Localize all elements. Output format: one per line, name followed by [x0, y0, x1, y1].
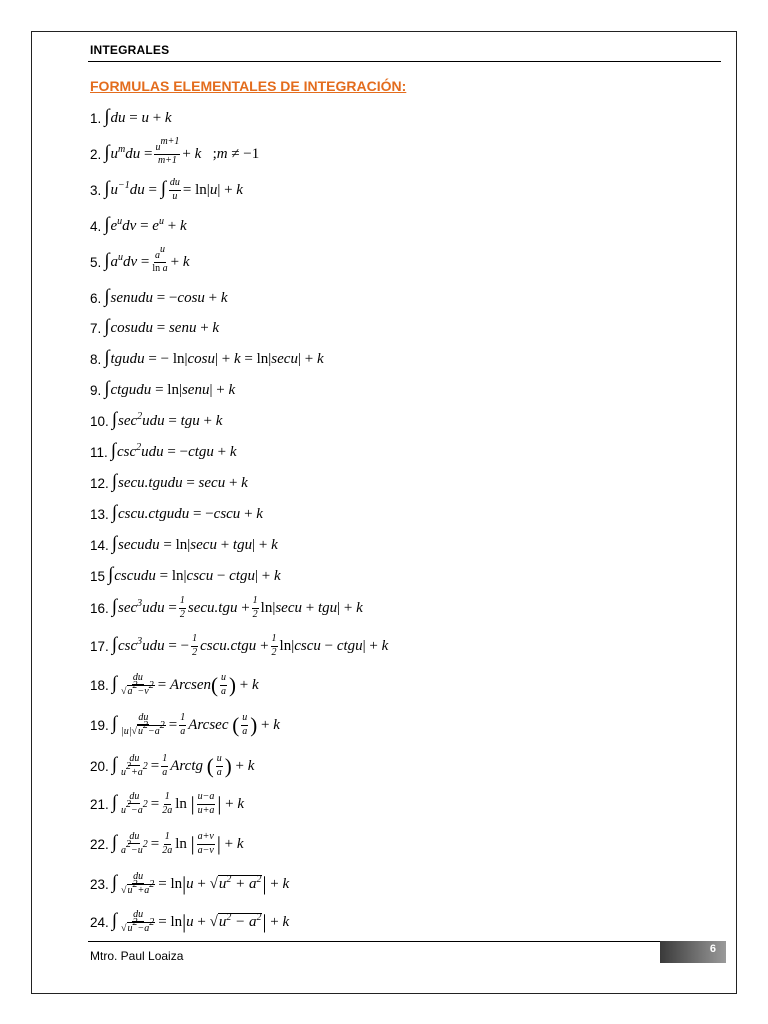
formula-number: 8.: [90, 351, 102, 367]
formula-12: 12. ∫ secu.tgudu = secu + k: [90, 471, 248, 492]
section-title: FORMULAS ELEMENTALES DE INTEGRACIÓN:: [90, 78, 407, 94]
formula-number: 16.: [90, 600, 109, 616]
formula-5: 5. ∫ $a^udv$ = $\frac{a^u}{\text{ln a}}$ + k: [90, 243, 190, 274]
footer-author: Mtro. Paul Loaiza: [90, 949, 184, 963]
footer-rule: [88, 941, 662, 942]
formula-number: 21.: [90, 796, 109, 812]
formula-24: 24. ∫ $\frac{du}{√u^2-a^2}$ = ln | u + √ $u^2 - a^2$ | + k: [90, 908, 290, 934]
formula-21: 21. ∫ $\frac{du}{u^2-a^2}$ = $\frac{1}{2a}$ ln | $\frac{u-a}{u+a}$ | + k: [90, 790, 245, 816]
formula-number: 6.: [90, 290, 102, 306]
formula-16: 16. ∫ $\sec^3udu$ = $\frac{1}{2}$ secu.tgu + $\frac{1}{2}$ ln| secu + tgu | + k: [90, 595, 363, 620]
formula-9: 9. ∫ ctgudu = ln| senu | + k: [90, 378, 236, 399]
formula-2: 2. ∫ $u^mdu$ = $\frac{u^{m+1}}{m+1}$ + k ; m ≠ −1: [90, 135, 260, 166]
formula-11: 11. ∫ $\csc^2udu$ = − ctgu + k: [90, 440, 237, 461]
formula-8: 8. ∫ tgudu = − ln| cosu | + k = ln| secu | + k: [90, 347, 324, 368]
formula-number: 11.: [90, 444, 108, 460]
formula-10: 10. ∫ $\sec^2udu$ = tgu + k: [90, 409, 223, 430]
formula-number: 9.: [90, 382, 102, 398]
formula-20: 20. ∫ $\frac{du}{u^2+a^2}$ = $\frac{1}{a}$ Arctg ( $\frac{u}{a}$ ) + k: [90, 752, 255, 778]
formula-number: 13.: [90, 506, 109, 522]
formula-number: 4.: [90, 218, 102, 234]
formula-number: 3.: [90, 182, 102, 198]
formula-3: 3. ∫ $u^{-1}du$ = ∫ $\frac{du}{u}$ = ln| u | + k: [90, 177, 243, 202]
formula-number: 14.: [90, 537, 109, 553]
formula-number: 1.: [90, 110, 102, 126]
formula-15: 15 ∫ cscudu = ln| cscu − ctgu | + k: [90, 564, 281, 585]
formula-number: 18.: [90, 677, 109, 693]
formula-number: 17.: [90, 638, 109, 654]
formula-22: 22. ∫ $\frac{du}{a^2-u^2}$ = $\frac{1}{2a}$ ln | $\frac{a+v}{a-v}$ | + k: [90, 830, 244, 856]
formula-number: 10.: [90, 413, 109, 429]
formula-number: 5.: [90, 254, 102, 270]
formula-4: 4. ∫ $e^udv$ = $e^u$ + k: [90, 214, 187, 235]
formula-number: 22.: [90, 836, 109, 852]
formula-17: 17. ∫ $\csc^3udu$ = − $\frac{1}{2}$ cscu.ctgu + $\frac{1}{2}$ ln| cscu − ctgu | + k: [90, 633, 389, 658]
formula-13: 13. ∫ cscu.ctgudu = − cscu + k: [90, 502, 263, 523]
header-rule: [88, 61, 721, 62]
formula-6: 6. ∫ senudu = − cosu + k: [90, 286, 228, 307]
formula-1: 1. ∫ du = u + k: [90, 106, 172, 127]
formula-number: 15: [90, 568, 106, 584]
formula-number: 24.: [90, 914, 109, 930]
formula-18: 18. ∫ $\frac{du}{√a^2-v^2}$ = Arcsen ( $\frac{u}{a}$ ) + k: [90, 671, 259, 697]
page-number-badge: 6: [660, 941, 726, 963]
formula-number: 19.: [90, 717, 109, 733]
formula-19: 19. ∫ $\frac{du}{|u|√u^2-a^2}$ = $\frac{1}{a}$ Arcsec ( $\frac{u}{a}$ ) + k: [90, 711, 280, 737]
formula-7: 7. ∫ cosudu = senu + k: [90, 316, 220, 337]
formula-number: 20.: [90, 758, 109, 774]
formula-number: 12.: [90, 475, 109, 491]
formula-number: 23.: [90, 876, 109, 892]
header-title: INTEGRALES: [90, 43, 170, 57]
formula-23: 23. ∫ $\frac{du}{√u^2+a^2}$ = ln | u + √ $u^2 + a^2$ | + k: [90, 870, 290, 896]
formula-14: 14. ∫ secudu = ln| secu + tgu | + k: [90, 533, 278, 554]
formula-number: 2.: [90, 146, 102, 162]
formula-number: 7.: [90, 320, 102, 336]
